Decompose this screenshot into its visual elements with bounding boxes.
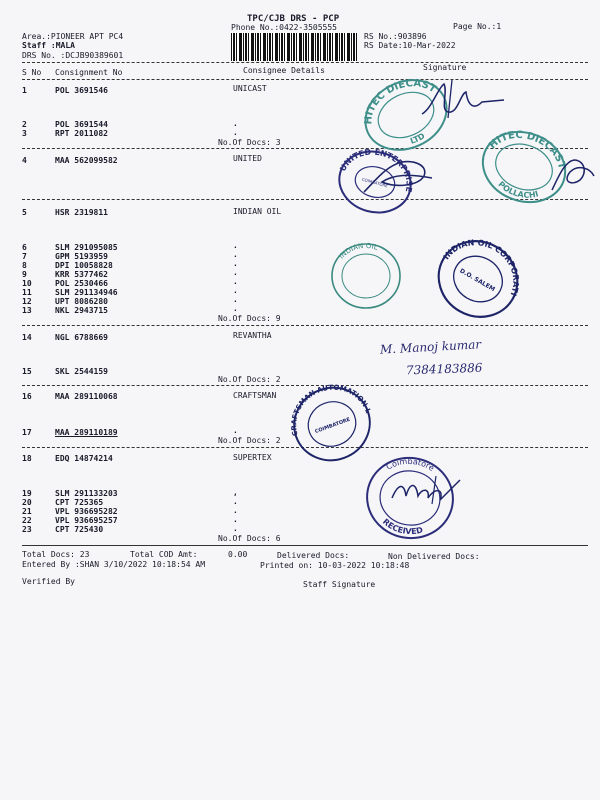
craftsman-stamp-text: CRAFTSMAN AUTOMATION LIMITED — [273, 383, 373, 437]
document-title: TPC/CJB DRS - PCP — [247, 14, 340, 24]
group-doc-count: No.Of Docs: 2 — [218, 436, 281, 445]
divider — [22, 62, 588, 63]
row-consignment: NKL 2943715 — [55, 306, 108, 315]
green-seal-stamp — [328, 240, 404, 312]
row-sno: 20 — [22, 498, 32, 507]
total-cod-label: Total COD Amt: — [130, 550, 198, 559]
row-sno: 10 — [22, 279, 32, 288]
row-sno: 9 — [22, 270, 27, 279]
handwritten-phone: 7384183886 — [405, 360, 483, 378]
row-dot: . — [233, 515, 238, 524]
row-consignment: MAA 562099582 — [55, 156, 118, 165]
handwritten-name: M. Manoj kumar — [379, 337, 482, 357]
row-dot: . — [233, 304, 238, 313]
group-doc-count: No.Of Docs: 6 — [218, 534, 281, 543]
consignee-name: SUPERTEX — [233, 453, 272, 462]
row-sno: 5 — [22, 208, 27, 217]
signature-hitec — [548, 152, 598, 196]
row-dot: . — [233, 119, 238, 128]
craftsman-stamp-center: COIMBATORE — [314, 416, 352, 436]
col-header-consignment: Consignment No — [55, 68, 123, 77]
row-dot: . — [233, 426, 238, 435]
consignee-name: UNITED — [233, 154, 262, 163]
craftsman-stamp — [273, 383, 374, 464]
united-stamp-center: COIMBATORE — [361, 176, 389, 189]
row-comma: , — [233, 488, 238, 497]
row-dot: . — [233, 524, 238, 533]
row-consignment: UPT 8086280 — [55, 297, 108, 306]
row-dot: . — [233, 277, 238, 286]
row-consignment: DPI 10058828 — [55, 261, 113, 270]
row-sno: 13 — [22, 306, 32, 315]
footer-divider — [22, 545, 588, 546]
indian-oil-stamp-text: INDIAN OIL CORPORATION LTD — [441, 213, 521, 298]
verified-by: Verified By — [22, 577, 75, 586]
row-dot: . — [233, 286, 238, 295]
received-stamp-top: Coimbatore — [384, 456, 436, 473]
col-header-sno: S No — [22, 68, 42, 77]
row-sno: 18 — [22, 454, 32, 463]
row-consignment: RPT 2011082 — [55, 129, 108, 138]
row-sno: 11 — [22, 288, 32, 297]
row-sno: 1 — [22, 86, 27, 95]
row-consignment: SLM 291095085 — [55, 243, 118, 252]
row-consignment: CPT 725430 — [55, 525, 104, 534]
row-sno: 6 — [22, 243, 27, 252]
consignee-name: REVANTHA — [233, 331, 272, 340]
row-consignment: POL 2530466 — [55, 279, 108, 288]
total-docs: Total Docs: 23 — [22, 550, 90, 559]
row-dot: . — [233, 506, 238, 515]
printed-on: Printed on: 10-03-2022 10:18:48 — [260, 561, 410, 570]
row-consignment: VPL 936695282 — [55, 507, 118, 516]
signature-unicast — [418, 78, 508, 124]
row-sno: 21 — [22, 507, 32, 516]
row-consignment: SLM 291133203 — [55, 489, 118, 498]
united-stamp-text: UNITED ENTERPRISES — [338, 131, 414, 194]
signature-united — [358, 152, 438, 202]
phone-number: Phone No.:0422-3505555 — [231, 23, 337, 32]
group-doc-count: No.Of Docs: 3 — [218, 138, 281, 147]
row-consignment: POL 3691546 — [55, 86, 108, 95]
row-dot: . — [233, 250, 238, 259]
rs-number: RS No.:903896 — [364, 32, 427, 41]
indian-oil-stamp-center: D.O. SALEM — [458, 267, 497, 294]
row-consignment: HSR 2319811 — [55, 208, 108, 217]
signature-supertex — [388, 472, 464, 508]
row-sno: 15 — [22, 367, 32, 376]
row-sno: 23 — [22, 525, 32, 534]
col-header-consignee: Consignee Details — [243, 66, 325, 75]
row-dot: . — [233, 241, 238, 250]
row-consignment: SLM 291134946 — [55, 288, 118, 297]
staff-signature-label: Staff Signature — [303, 580, 376, 589]
row-consignment: CPT 725365 — [55, 498, 104, 507]
row-consignment: POL 3691544 — [55, 120, 108, 129]
col-header-signature: Signature — [423, 63, 467, 72]
indian-oil-stamp — [434, 213, 522, 320]
row-consignment: KRR 5377462 — [55, 270, 108, 279]
row-consignment: VPL 936695257 — [55, 516, 118, 525]
row-sno: 7 — [22, 252, 27, 261]
row-consignment: MAA 289110068 — [55, 392, 118, 401]
svg-text:INDIAN OIL — [337, 242, 378, 261]
row-dot: . — [233, 268, 238, 277]
barcode — [231, 33, 357, 61]
group-doc-count: No.Of Docs: 9 — [218, 314, 281, 323]
row-sno: 2 — [22, 120, 27, 129]
row-sno: 8 — [22, 261, 27, 270]
total-cod-value: 0.00 — [228, 550, 248, 559]
row-dot: . — [233, 259, 238, 268]
consignee-name: UNICAST — [233, 84, 267, 93]
consignee-name: CRAFTSMAN — [233, 391, 277, 400]
hitec-stamp-text: HITEC DIECAST — [487, 129, 568, 171]
row-sno: 14 — [22, 333, 32, 342]
row-sno: 22 — [22, 516, 32, 525]
green-seal-text: INDIAN OIL — [337, 241, 379, 261]
row-sno: 3 — [22, 129, 27, 138]
page-number: Page No.:1 — [453, 22, 502, 31]
row-dot: . — [233, 128, 238, 137]
consignee-name: INDIAN OIL — [233, 207, 282, 216]
entered-by: Entered By :SHAN 3/10/2022 10:18:54 AM — [22, 560, 206, 569]
group-divider — [22, 325, 588, 326]
row-consignment: NGL 6788669 — [55, 333, 108, 342]
row-sno: 12 — [22, 297, 32, 306]
row-consignment: EDQ 14874214 — [55, 454, 113, 463]
svg-text:RECEIVED — [380, 516, 426, 539]
row-sno: 17 — [22, 428, 32, 437]
row-consignment: SKL 2544159 — [55, 367, 108, 376]
group-doc-count: No.Of Docs: 2 — [218, 375, 281, 384]
row-sno: 4 — [22, 156, 27, 165]
row-consignment: MAA 289110189 — [55, 428, 118, 437]
drs-number: DRS No. :DCJB90389601 — [22, 51, 124, 60]
row-dot: . — [233, 295, 238, 304]
delivered-docs: Delivered Docs: — [277, 551, 350, 560]
area-field: Area.:PIONEER APT PC4 — [22, 32, 124, 41]
non-delivered-docs: Non Delivered Docs: — [388, 552, 480, 561]
row-dot: . — [233, 497, 238, 506]
row-consignment: GPM 5193959 — [55, 252, 108, 261]
hitec-stamp-bottom: LTD — [409, 131, 427, 146]
row-sno: 16 — [22, 392, 32, 401]
row-sno: 19 — [22, 489, 32, 498]
rs-date: RS Date:10-Mar-2022 — [364, 41, 456, 50]
hitec-stamp-text: HITEC DIECAST — [363, 78, 438, 125]
hitec-stamp-bottom: POLLACHI — [496, 179, 540, 200]
staff-field: Staff :MALA — [22, 41, 75, 50]
received-stamp-text: RECEIVED — [380, 517, 424, 537]
